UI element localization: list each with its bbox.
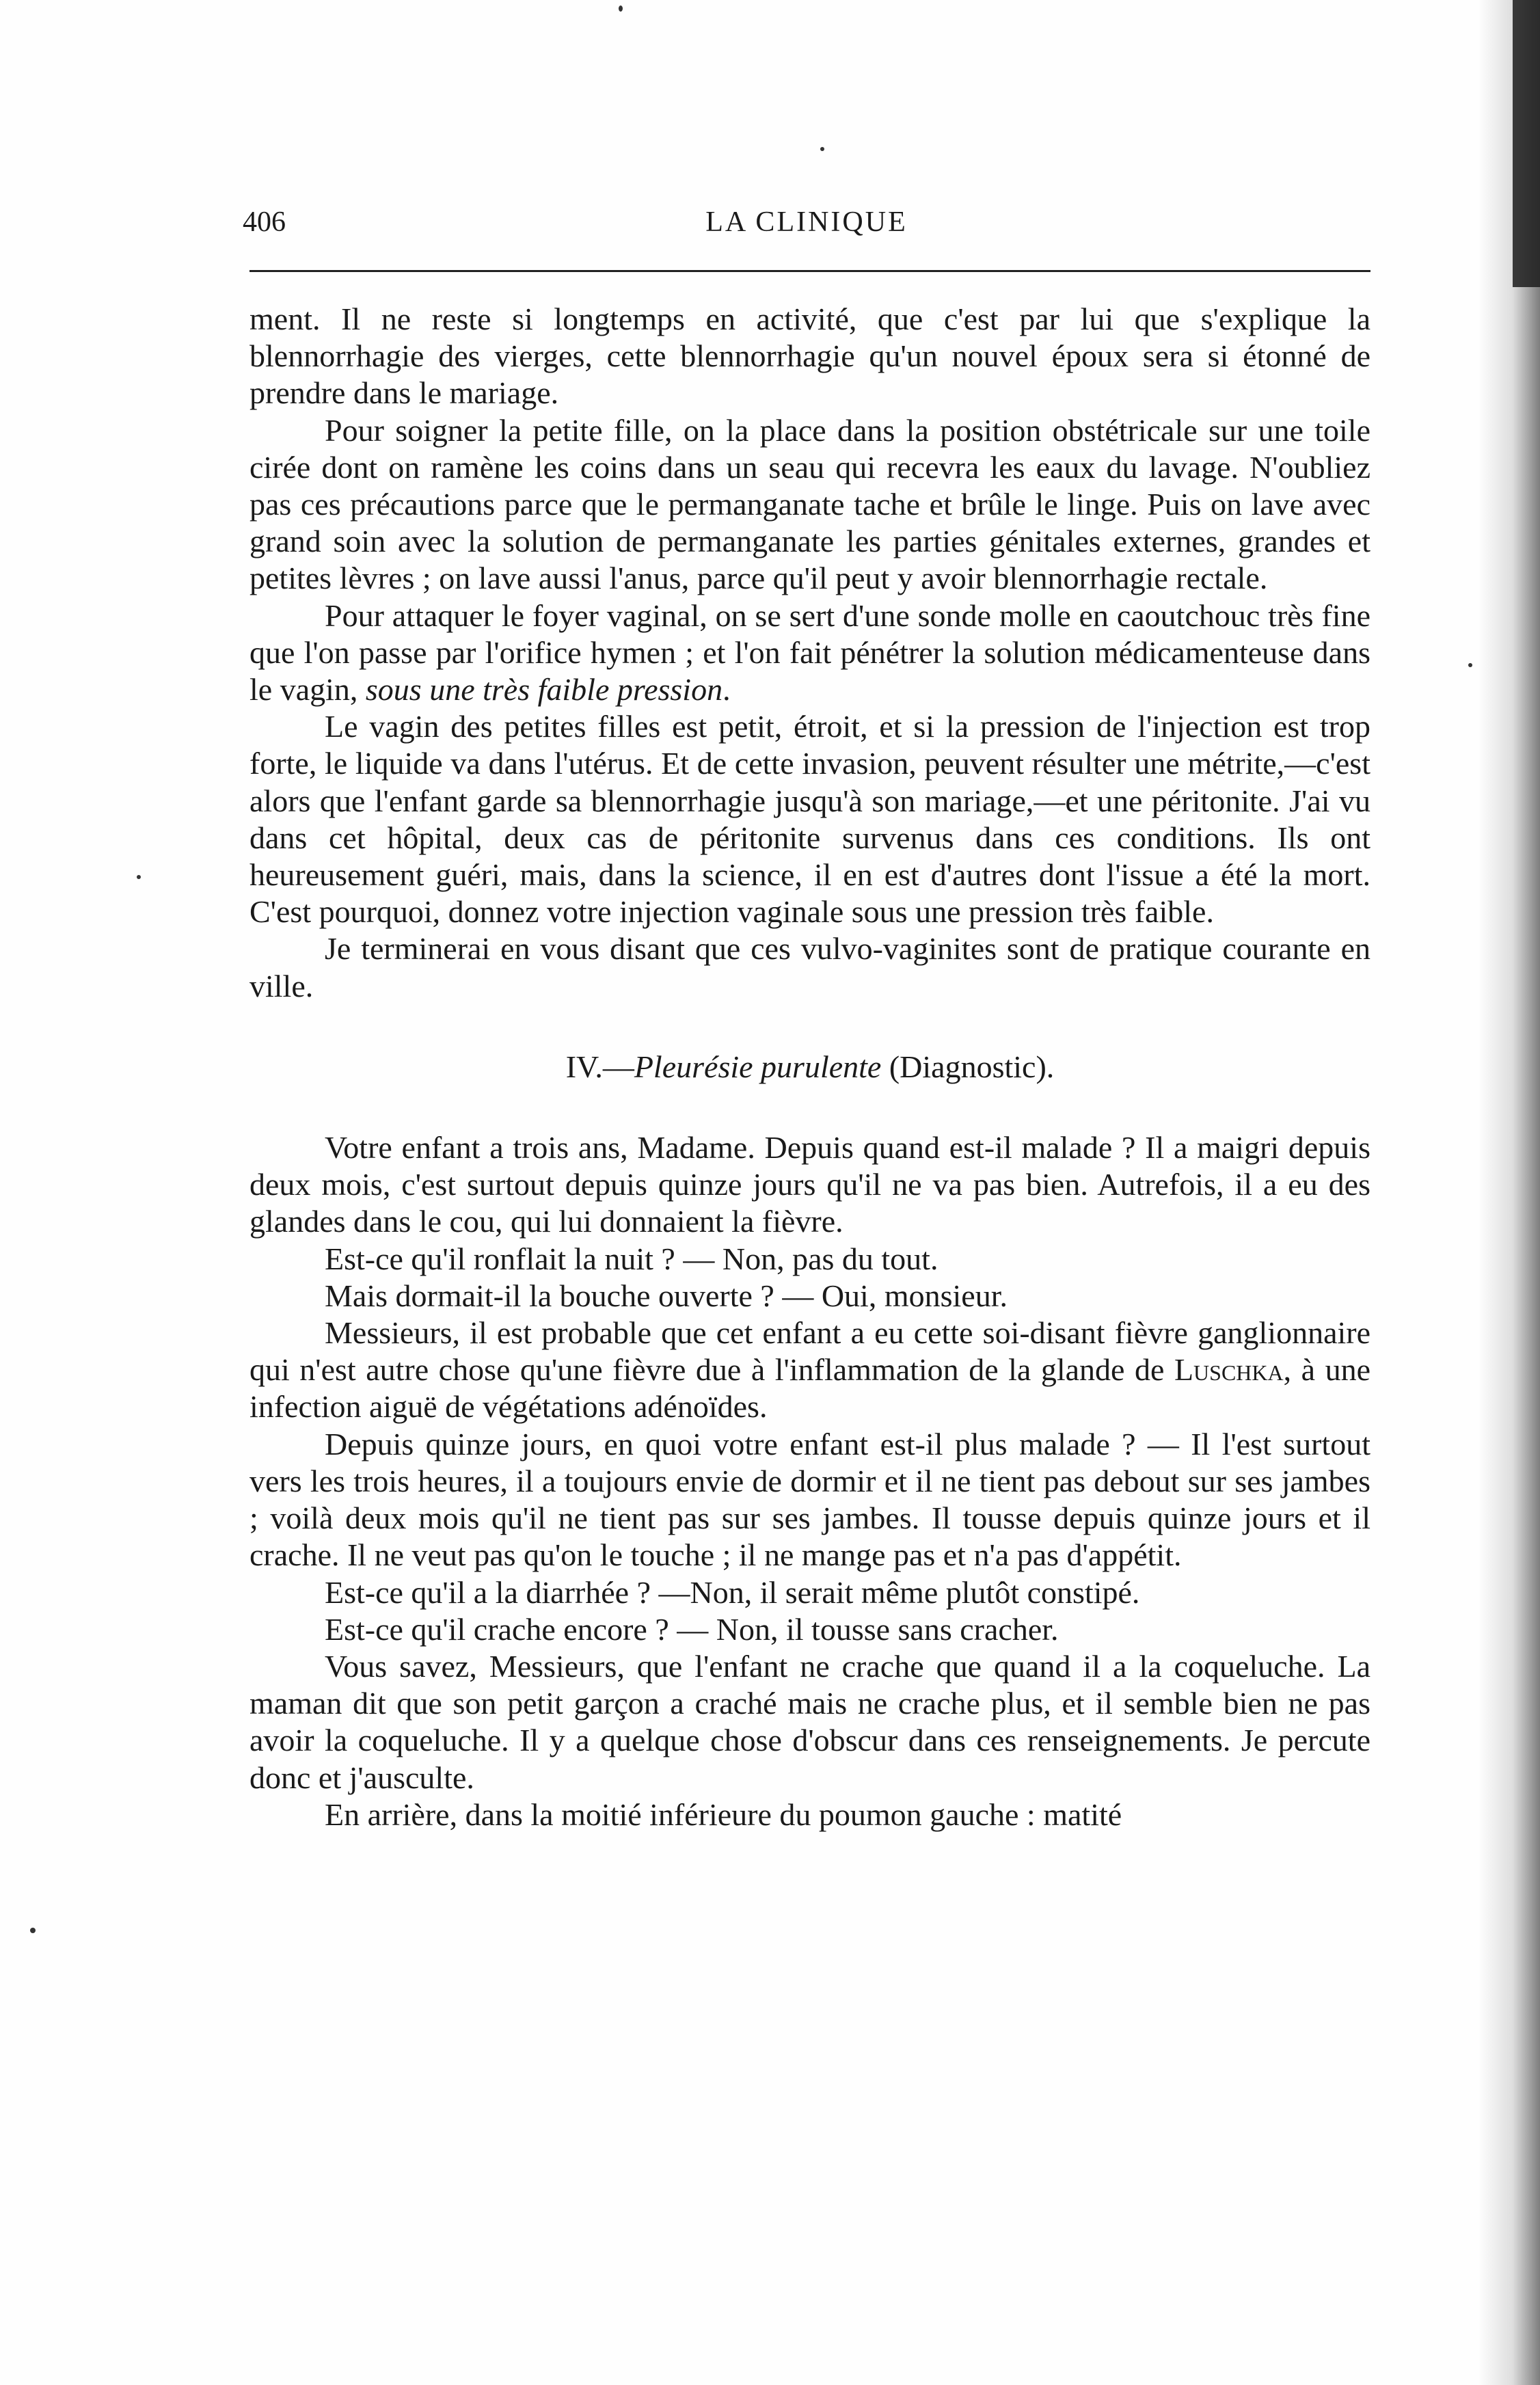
page-edge-shadow <box>1478 0 1540 2385</box>
paragraph: En arrière, dans la moitié inférieure du poumon gauche : matité <box>325 1796 1122 1832</box>
paragraph: Depuis quinze jours, en quoi votre enfant est-il plus malade ? — Il l'est surtout vers les trois heures, il a toujours envie de dormir et il ne tient pas debout sur ses jambes ; voilà deux mois qu'il ne tient pas sur ses jambes. Il tousse depuis quinze jours et il crache. Il ne veut pas qu'on le touche ; il ne mange pas et n'a pas d'appétit. <box>249 1426 1370 1573</box>
body-text <box>249 301 1370 1833</box>
scan-speck <box>30 1928 36 1933</box>
paragraph: Est-ce qu'il crache encore ? — Non, il tousse sans cracher. <box>325 1611 1059 1647</box>
paragraph: Est-ce qu'il a la diarrhée ? —Non, il serait même plutôt constipé. <box>325 1574 1140 1610</box>
paragraph: Je terminerai en vous disant que ces vulvo-vaginites sont de pratique courante en ville. <box>249 931 1370 1003</box>
paragraph-text: , à une infection aiguë de végétations adénoïdes. <box>249 1352 1370 1425</box>
paragraph-text: Messieurs, il est probable que cet enfant a eu cette soi-disant fièvre ganglionnaire qui n'est autre chose qu'une fièvre due à l'inflammation de la glande de <box>249 1315 1370 1388</box>
paragraph <box>249 1315 1370 1426</box>
section-numeral: IV.— <box>565 1049 634 1084</box>
scan-speck <box>619 5 623 12</box>
scan-speck <box>1468 663 1472 667</box>
section-heading <box>249 1049 1370 1086</box>
paragraph-text: . <box>722 672 731 708</box>
paragraph: Vous savez, Messieurs, que l'enfant ne crache que quand il a la coqueluche. La maman dit que son petit garçon a craché mais ne crache plus, et il semble bien ne pas avoir la coqueluche. Il y a quelque chose d'obscur dans ces renseignements. Je percute donc et j'ausculte. <box>249 1648 1370 1795</box>
page-edge-binding <box>1513 0 1540 287</box>
paragraph: Le vagin des petites filles est petit, étroit, et si la pression de l'injection est trop forte, le liquide va dans l'utérus. Et de cette invasion, peuvent résulter une métrite,—c'est alors que l'enfant garde sa blennorrhagie jusqu'à son mariage,—et une péritonite. J'ai vu dans cet hôpital, deux cas de péritonite survenus dans ces conditions. Ils ont heureusement guéri, mais, dans la science, il en est d'autres dont l'issue a été la mort. C'est pourquoi, donnez votre injection vaginale sous une pression très faible. <box>249 709 1370 930</box>
section-subtitle: (Diagnostic). <box>889 1049 1055 1084</box>
paragraph: Votre enfant a trois ans, Madame. Depuis quand est-il malade ? Il a maigri depuis deux mois, c'est surtout depuis quinze jours qu'il ne va pas bien. Autrefois, il a eu des glandes dans le cou, qui lui donnaient la fièvre. <box>249 1130 1370 1239</box>
paragraph-text: Pour attaquer le foyer vaginal, on se sert d'une sonde molle en caoutchouc très fine que l'on passe par l'orifice hymen ; et l'on fait pénétrer la solution médicamenteuse dans le vagin, <box>249 597 1370 708</box>
paragraph: ment. Il ne reste si longtemps en activité, que c'est par lui que s'explique la blennorrhagie des vierges, cette blennorrhagie qu'un nouvel époux sera si étonné de prendre dans le mariage. <box>249 301 1370 411</box>
page-number: 406 <box>243 206 286 238</box>
paragraph: Est-ce qu'il ronflait la nuit ? — Non, pas du tout. <box>325 1241 938 1276</box>
paragraph: Pour soigner la petite fille, on la place dans la position obstétricale sur une toile cirée dont on ramène les coins dans un seau qui recevra les eaux du lavage. N'oubliez pas ces précautions parce que le permanganate tache et brûle le linge. Puis on lave avec grand soin avec la solution de permanganate les parties génitales externes, grandes et petites lèvres ; on lave aussi l'anus, parce qu'il peut y avoir blennorrhagie rectale. <box>249 412 1370 596</box>
header-rule <box>249 270 1370 272</box>
scan-speck <box>137 875 141 879</box>
running-title: LA CLINIQUE <box>705 206 908 238</box>
paragraph <box>249 597 1370 709</box>
small-caps-name: Luschka <box>1174 1352 1284 1388</box>
section-title: Pleurésie purulente <box>634 1049 882 1084</box>
scan-speck <box>820 147 824 151</box>
page-header <box>243 202 1370 243</box>
italic-emphasis: sous une très faible pression <box>365 672 723 708</box>
paragraph: Mais dormait-il la bouche ouverte ? — Oui, monsieur. <box>325 1278 1008 1313</box>
